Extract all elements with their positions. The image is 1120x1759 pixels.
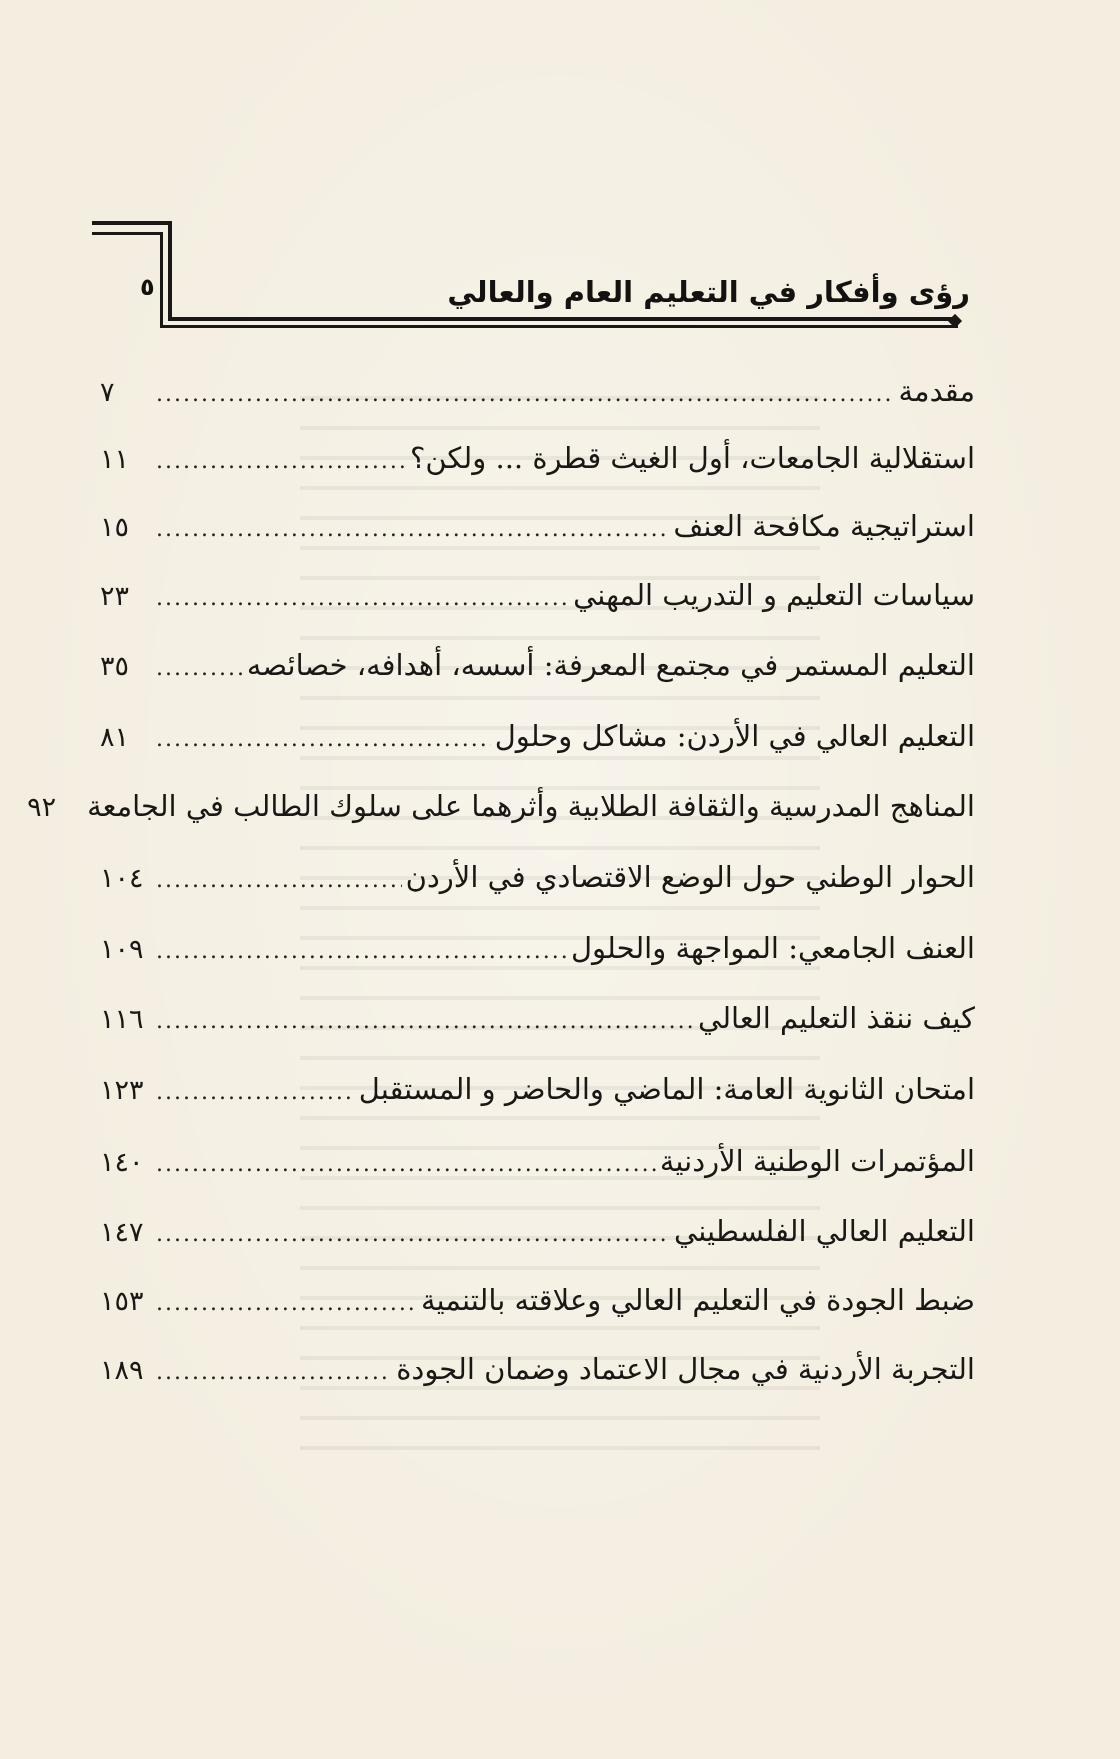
dot-leader <box>156 1069 355 1117</box>
toc-entry[interactable] <box>100 712 975 760</box>
toc-entry-page: ١١٦ <box>100 1004 144 1035</box>
dot-leader <box>156 1349 392 1397</box>
toc-entry[interactable] <box>100 853 975 901</box>
header-rule <box>92 232 162 235</box>
toc-entry-title: مقدمة <box>898 374 975 408</box>
toc-entry-title: كيف ننقذ التعليم العالي <box>698 1001 975 1035</box>
running-title: رؤى وأفكار في التعليم العام والعالي <box>447 275 970 309</box>
toc-entry-page: ١١ <box>100 444 130 475</box>
toc-entry-title: المناهج المدرسية والثقافة الطلابية وأثرهما على سلوك الطالب في الجامعة <box>87 789 975 823</box>
toc-entry-page: ١٥٣ <box>100 1286 144 1317</box>
header-rule <box>92 221 172 225</box>
toc-entry[interactable] <box>100 502 975 550</box>
toc-entry-title: استقلالية الجامعات، أول الغيث قطرة ... ولكن؟ <box>409 441 975 475</box>
dot-leader <box>156 716 491 764</box>
toc-entry-page: ١٨٩ <box>100 1355 144 1386</box>
toc-entry[interactable] <box>100 1137 975 1185</box>
toc-entry-page: ٩٢ <box>27 792 57 823</box>
toc-entry[interactable] <box>100 434 975 482</box>
dot-leader <box>156 438 406 486</box>
toc-entry-title: التعليم العالي الفلسطيني <box>674 1214 975 1248</box>
dot-leader <box>156 371 894 419</box>
toc-entry-page: ٣٥ <box>100 651 130 682</box>
header-rule <box>168 221 172 321</box>
header-rule <box>160 325 958 328</box>
toc-entry-page: ١٠٩ <box>100 934 144 965</box>
dot-leader <box>156 998 694 1046</box>
toc-entry[interactable] <box>100 641 975 689</box>
toc-entry[interactable] <box>100 1345 975 1393</box>
toc-entry-title: العنف الجامعي: المواجهة والحلول <box>570 931 975 965</box>
toc-entry-title: المؤتمرات الوطنية الأردنية <box>659 1144 975 1178</box>
toc-entry[interactable] <box>100 994 975 1042</box>
toc-entry-page: ٧ <box>100 377 115 408</box>
toc-entry[interactable] <box>100 367 975 415</box>
dot-leader <box>156 575 569 623</box>
header-rule <box>160 232 163 328</box>
toc-entry-title: الحوار الوطني حول الوضع الاقتصادي في الأردن <box>405 860 975 894</box>
dot-leader <box>156 1141 656 1189</box>
toc-entry-title: التجربة الأردنية في مجال الاعتماد وضمان الجودة <box>396 1352 975 1386</box>
toc-entry-title: سياسات التعليم و التدريب المهني <box>573 578 975 612</box>
page-number: ٥ <box>140 273 155 301</box>
toc-entry[interactable] <box>27 782 975 830</box>
toc-entry-title: ضبط الجودة في التعليم العالي وعلاقته بالتنمية <box>420 1283 975 1317</box>
toc-entry-title: التعليم المستمر في مجتمع المعرفة: أسسه، أهدافه، خصائصه <box>246 648 975 682</box>
toc-entry[interactable] <box>100 1276 975 1324</box>
dot-leader <box>156 857 402 905</box>
toc-entry-page: ١٥ <box>100 512 130 543</box>
dot-leader <box>156 1280 417 1328</box>
dot-leader <box>156 928 567 976</box>
toc-entry-page: ١٠٤ <box>100 863 144 894</box>
toc-entry[interactable] <box>100 924 975 972</box>
toc-entry[interactable] <box>100 571 975 619</box>
toc-entry-page: ٢٣ <box>100 581 130 612</box>
dot-leader <box>156 1211 670 1259</box>
toc-entry-page: ١٤٧ <box>100 1217 144 1248</box>
header-rule <box>168 317 958 321</box>
toc-entry[interactable] <box>100 1065 975 1113</box>
toc-entry-page: ١٢٣ <box>100 1075 144 1106</box>
toc-entry-title: التعليم العالي في الأردن: مشاكل وحلول <box>494 719 975 753</box>
toc-entry-title: امتحان الثانوية العامة: الماضي والحاضر و المستقبل <box>358 1072 975 1106</box>
toc-entry-page: ١٤٠ <box>100 1147 144 1178</box>
dot-leader <box>156 506 669 554</box>
toc-entry[interactable] <box>100 1207 975 1255</box>
toc-entry-page: ٨١ <box>100 722 130 753</box>
toc-entry-title: استراتيجية مكافحة العنف <box>673 509 975 543</box>
dot-leader <box>156 645 243 693</box>
